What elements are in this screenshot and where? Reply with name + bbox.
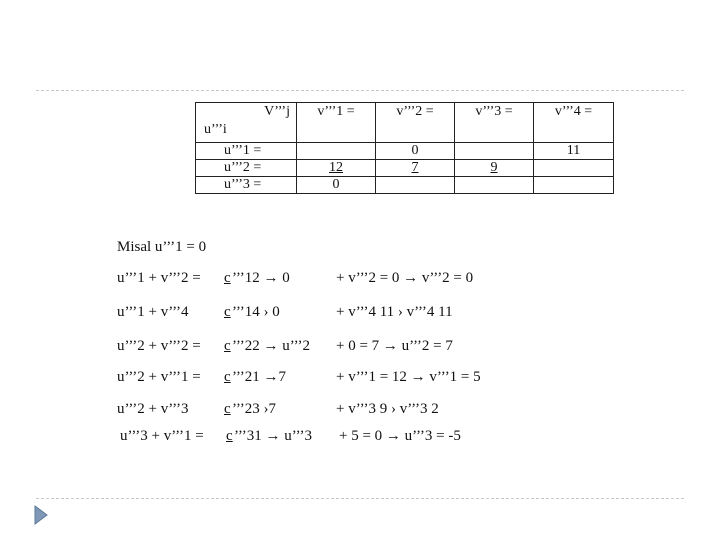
equation-coef-rest: ’’’23 ›7 [232,401,277,417]
equation-right: + 5 = 0 → u’’’3 = -5 [339,428,461,444]
equation-coef: c [226,428,233,444]
equation-coef-rest: ’’’21 →7 [232,369,287,385]
column-header-v1: v’’’1 = [297,103,376,143]
bottom-divider [36,498,684,499]
play-arrow-icon[interactable] [34,505,48,525]
corner-ui-label: u’’’i [204,122,227,137]
equation-left: u’’’2 + v’’’1 = [117,369,201,385]
equation-left: u’’’2 + v’’’3 [117,401,189,417]
table-cell: 11 [534,143,614,160]
table-row-u2 [196,160,614,177]
equation-left: u’’’1 + v’’’4 [117,304,189,320]
equation-coef: c [224,338,231,354]
table-row-u3 [196,177,614,194]
equation-right: + v’’’3 9 › v’’’3 2 [336,401,439,417]
table-cell [376,177,455,194]
column-header-v4: v’’’4 = [534,103,614,143]
equation-right: + v’’’2 = 0 → v’’’2 = 0 [336,270,474,286]
equation-left: u’’’1 + v’’’2 = [117,270,201,286]
intro-line: Misal u’’’1 = 0 [117,239,207,255]
equation-coef: c [224,270,231,286]
top-divider [36,90,684,91]
equation-right: + v’’’1 = 12 → v’’’1 = 5 [336,369,481,385]
row-label-u2: u’’’2 = [196,160,297,177]
equation-coef: c [224,401,231,417]
table-cell [534,160,614,177]
equation-coef: c [224,369,231,385]
equation-right: + v’’’4 11 › v’’’4 11 [336,304,453,320]
table-cell [455,143,534,160]
table-cell [455,177,534,194]
row-label-u1: u’’’1 = [196,143,297,160]
table-header-row [196,103,614,143]
column-header-v2: v’’’2 = [376,103,455,143]
table-row-u1 [196,143,614,160]
equation-right: + 0 = 7 → u’’’2 = 7 [336,338,453,354]
corner-vj-label: V’’’j [264,104,290,119]
table-cell: 7 [376,160,455,177]
table-corner-cell [196,103,297,143]
equation-coef-rest: ’’’31 → u’’’3 [234,428,313,444]
equation-coef-rest: ’’’14 › 0 [232,304,280,320]
potential-table [195,102,614,194]
table-cell: 9 [455,160,534,177]
column-header-v3: v’’’3 = [455,103,534,143]
row-label-u3: u’’’3 = [196,177,297,194]
table-cell: 0 [297,177,376,194]
equation-left: u’’’2 + v’’’2 = [117,338,201,354]
equation-coef-rest: ’’’22 → u’’’2 [232,338,311,354]
table-cell [534,177,614,194]
table-cell: 0 [376,143,455,160]
equation-coef-rest: ’’’12 → 0 [232,270,290,286]
table-cell [297,143,376,160]
table-cell: 12 [297,160,376,177]
equation-left: u’’’3 + v’’’1 = [120,428,204,444]
equation-coef: c [224,304,231,320]
